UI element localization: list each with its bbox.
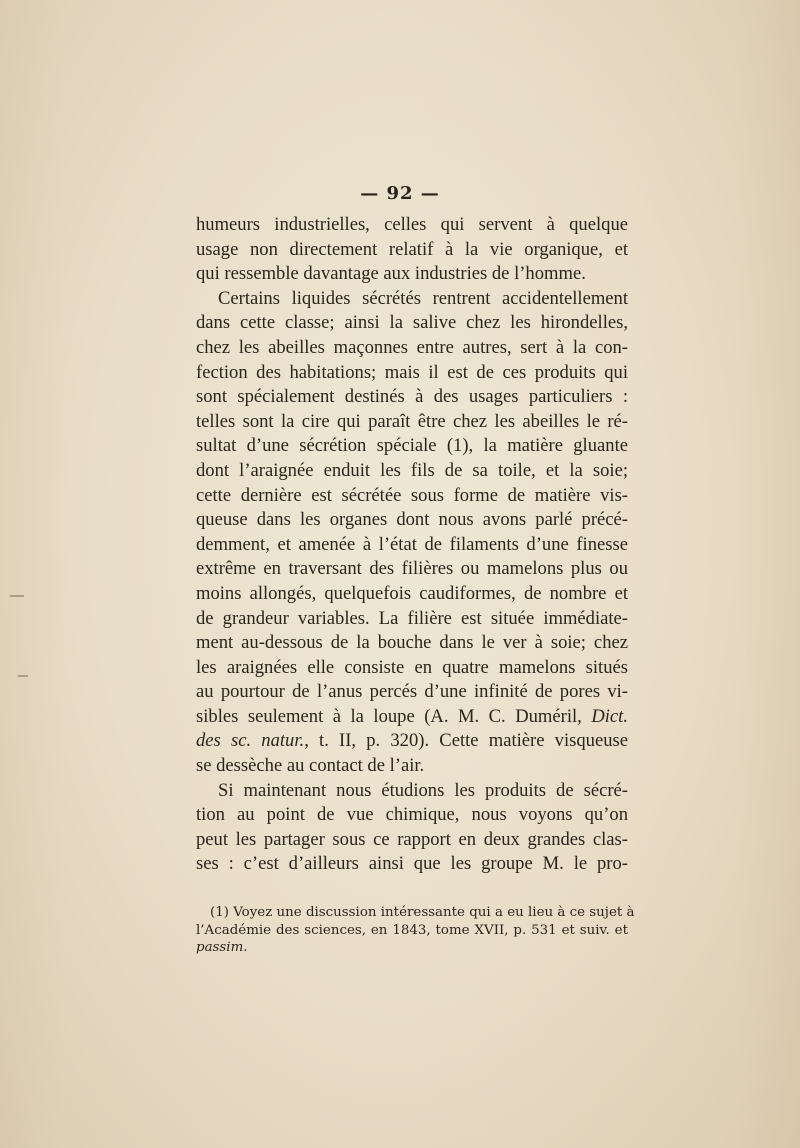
text-line: les araignées elle consiste en quatre mamelons situés <box>196 656 628 678</box>
text-line <box>196 729 628 754</box>
text-line: usage non directement relatif à la vie organique, et <box>196 238 628 260</box>
text-line: Certains liquides sécrétés rentrent accidentellement <box>218 287 628 309</box>
page-number: — 92 — <box>360 183 440 204</box>
text-line: moins allongés, quelquefois caudiformes, de nombre et <box>196 582 628 604</box>
italic-text: Dict. <box>591 705 628 727</box>
text-line: fection des habitations; mais il est de ces produits qui <box>196 361 628 383</box>
text-line: extrême en traversant des filières ou mamelons plus ou <box>196 558 628 580</box>
text-line: dans cette classe; ainsi la salive chez les hirondelles, <box>196 312 628 334</box>
text-line: peut les partager sous ce rapport en deux grandes clas- <box>196 828 628 850</box>
text-line: qui ressemble davantage aux industries de l’homme. <box>196 263 586 285</box>
footnote-line <box>196 939 628 957</box>
text-line: queuse dans les organes dont nous avons parlé précé- <box>196 509 628 531</box>
text-line: sont spécialement destinés à des usages particuliers : <box>196 386 628 408</box>
text-line: se dessèche au contact de l’air. <box>196 755 425 777</box>
text-line: tion au point de vue chimique, nous voyons qu’on <box>196 804 628 826</box>
text-line: dont l’araignée enduit les fils de sa toile, et la soie; <box>196 459 628 481</box>
text-line: ment au-dessous de la bouche dans le ver à soie; chez <box>196 632 628 654</box>
text-line: ses : c’est d’ailleurs ainsi que les groupe M. le pro- <box>196 853 628 875</box>
footnote-line: l’Académie des sciences, en 1843, tome XVII, p. 531 et suiv. et <box>196 922 628 938</box>
text-segment: , t. II, p. 320). Cette matière visqueuse <box>304 730 628 752</box>
page-mark <box>10 595 24 597</box>
text-segment: sibles seulement à la loupe (A. M. C. Duméril, <box>196 705 592 727</box>
footnote-line: (1) Voyez une discussion intéressante qui a eu lieu à ce sujet à <box>210 905 635 920</box>
footnote <box>196 904 635 957</box>
text-line: cette dernière est sécrétée sous forme de matière vis- <box>196 484 628 506</box>
body-text <box>196 213 628 877</box>
page-mark <box>18 675 28 677</box>
italic-text: passim. <box>196 940 248 955</box>
text-line: sultat d’une sécrétion spéciale (1), la matière gluante <box>196 435 628 457</box>
text-line: telles sont la cire qui paraît être chez les abeilles le ré- <box>196 410 628 432</box>
text-line <box>196 705 628 730</box>
text-line: humeurs industrielles, celles qui servent à quelque <box>196 214 628 235</box>
text-line: Si maintenant nous étudions les produits de sécré- <box>218 779 628 801</box>
italic-text: des sc. natur. <box>196 730 305 752</box>
text-line: de grandeur variables. La filière est située immédiate- <box>196 607 628 629</box>
text-line: au pourtour de l’anus percés d’une infinité de pores vi- <box>196 681 628 703</box>
text-line: chez les abeilles maçonnes entre autres, sert à la con- <box>196 336 628 358</box>
text-line: demment, et amenée à l’état de filaments d’une finesse <box>196 533 628 555</box>
